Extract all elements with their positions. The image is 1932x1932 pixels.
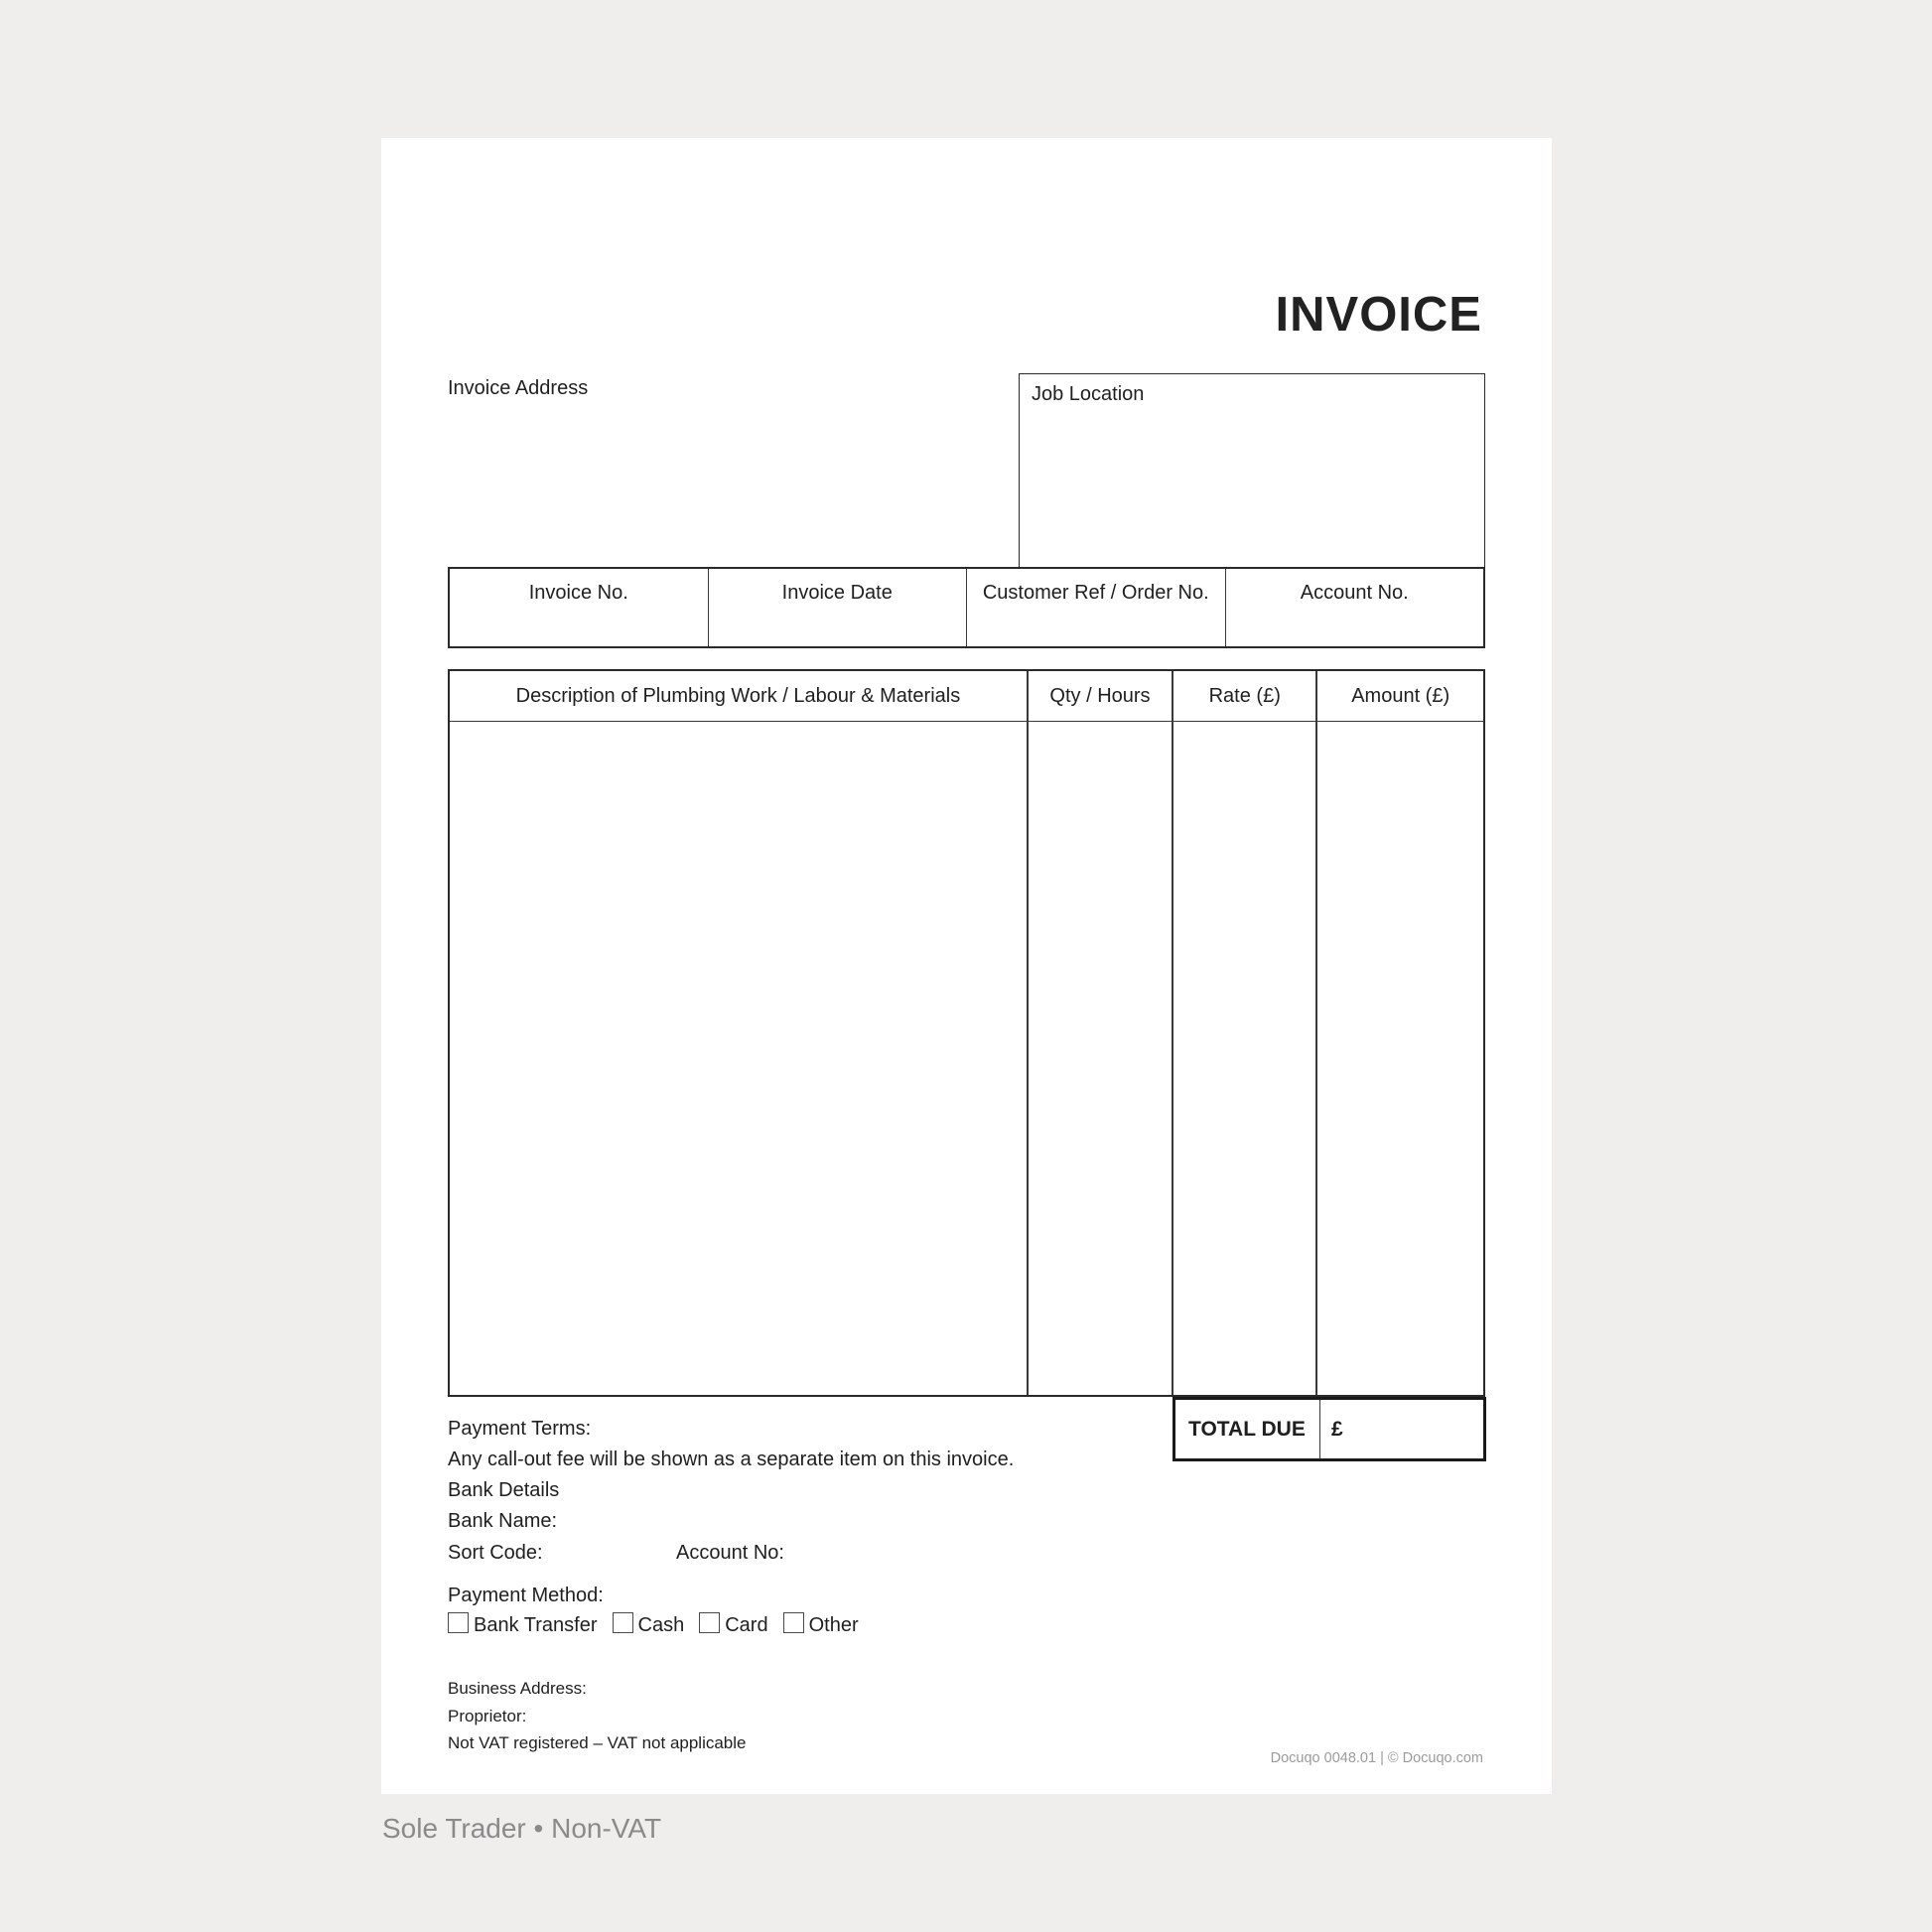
amount-column-body (1315, 722, 1483, 1395)
callout-fee-note: Any call-out fee will be shown as a separate item on this invoice. (448, 1449, 1015, 1470)
customer-ref-cell: Customer Ref / Order No. (966, 569, 1225, 646)
payment-method-label: Payment Method: (448, 1585, 604, 1606)
sort-code-line (448, 1542, 1043, 1565)
other-option (783, 1611, 859, 1634)
total-due-row (1173, 1397, 1486, 1461)
invoice-address-label: Invoice Address (448, 377, 589, 399)
invoice-info-table (448, 567, 1485, 648)
invoice-no-cell: Invoice No. (528, 582, 628, 604)
cash-label: Cash (637, 1614, 685, 1636)
caption: Sole Trader • Non-VAT (382, 1813, 662, 1844)
vat-note: Not VAT registered – VAT not applicable (448, 1733, 747, 1752)
total-due-label: TOTAL DUE (1175, 1400, 1320, 1458)
bank-name-label: Bank Name: (448, 1510, 558, 1532)
other-label: Other (808, 1614, 859, 1636)
amount-column-header: Amount (£) (1315, 671, 1483, 722)
description-column-header: Description of Plumbing Work / Labour & Materials (450, 671, 1027, 722)
cash-option (613, 1611, 685, 1634)
sort-code-label: Sort Code: (448, 1542, 543, 1564)
rate-column-header: Rate (£) (1172, 671, 1315, 722)
line-items-table (448, 669, 1485, 1397)
job-location-label: Job Location (1032, 383, 1145, 405)
total-due-amount: £ (1331, 1417, 1343, 1441)
card-label: Card (725, 1614, 768, 1636)
page-title: INVOICE (1275, 288, 1482, 342)
bank-transfer-checkbox[interactable] (448, 1612, 469, 1633)
invoice-date-cell: Invoice Date (708, 569, 967, 646)
bank-transfer-option (448, 1611, 598, 1634)
card-checkbox[interactable] (699, 1612, 720, 1633)
qty-hours-column-body (1027, 722, 1172, 1395)
description-column-body (450, 722, 1027, 1395)
document-footer: Docuqo 0048.01 | © Docuqo.com (1270, 1750, 1483, 1766)
other-checkbox[interactable] (783, 1612, 804, 1633)
account-no-label: Account No: (676, 1542, 784, 1564)
bank-details-label: Bank Details (448, 1479, 560, 1501)
payment-terms-label: Payment Terms: (448, 1418, 592, 1440)
payment-method-options (448, 1611, 859, 1634)
account-no-cell: Account No. (1225, 569, 1484, 646)
cash-checkbox[interactable] (613, 1612, 633, 1633)
job-location-box (1019, 373, 1485, 569)
card-option (699, 1611, 767, 1634)
business-address-label: Business Address: (448, 1679, 587, 1698)
qty-hours-column-header: Qty / Hours (1027, 671, 1172, 722)
invoice-page (381, 138, 1552, 1794)
proprietor-label: Proprietor: (448, 1707, 527, 1725)
bank-transfer-label: Bank Transfer (474, 1614, 598, 1636)
rate-column-body (1172, 722, 1315, 1395)
